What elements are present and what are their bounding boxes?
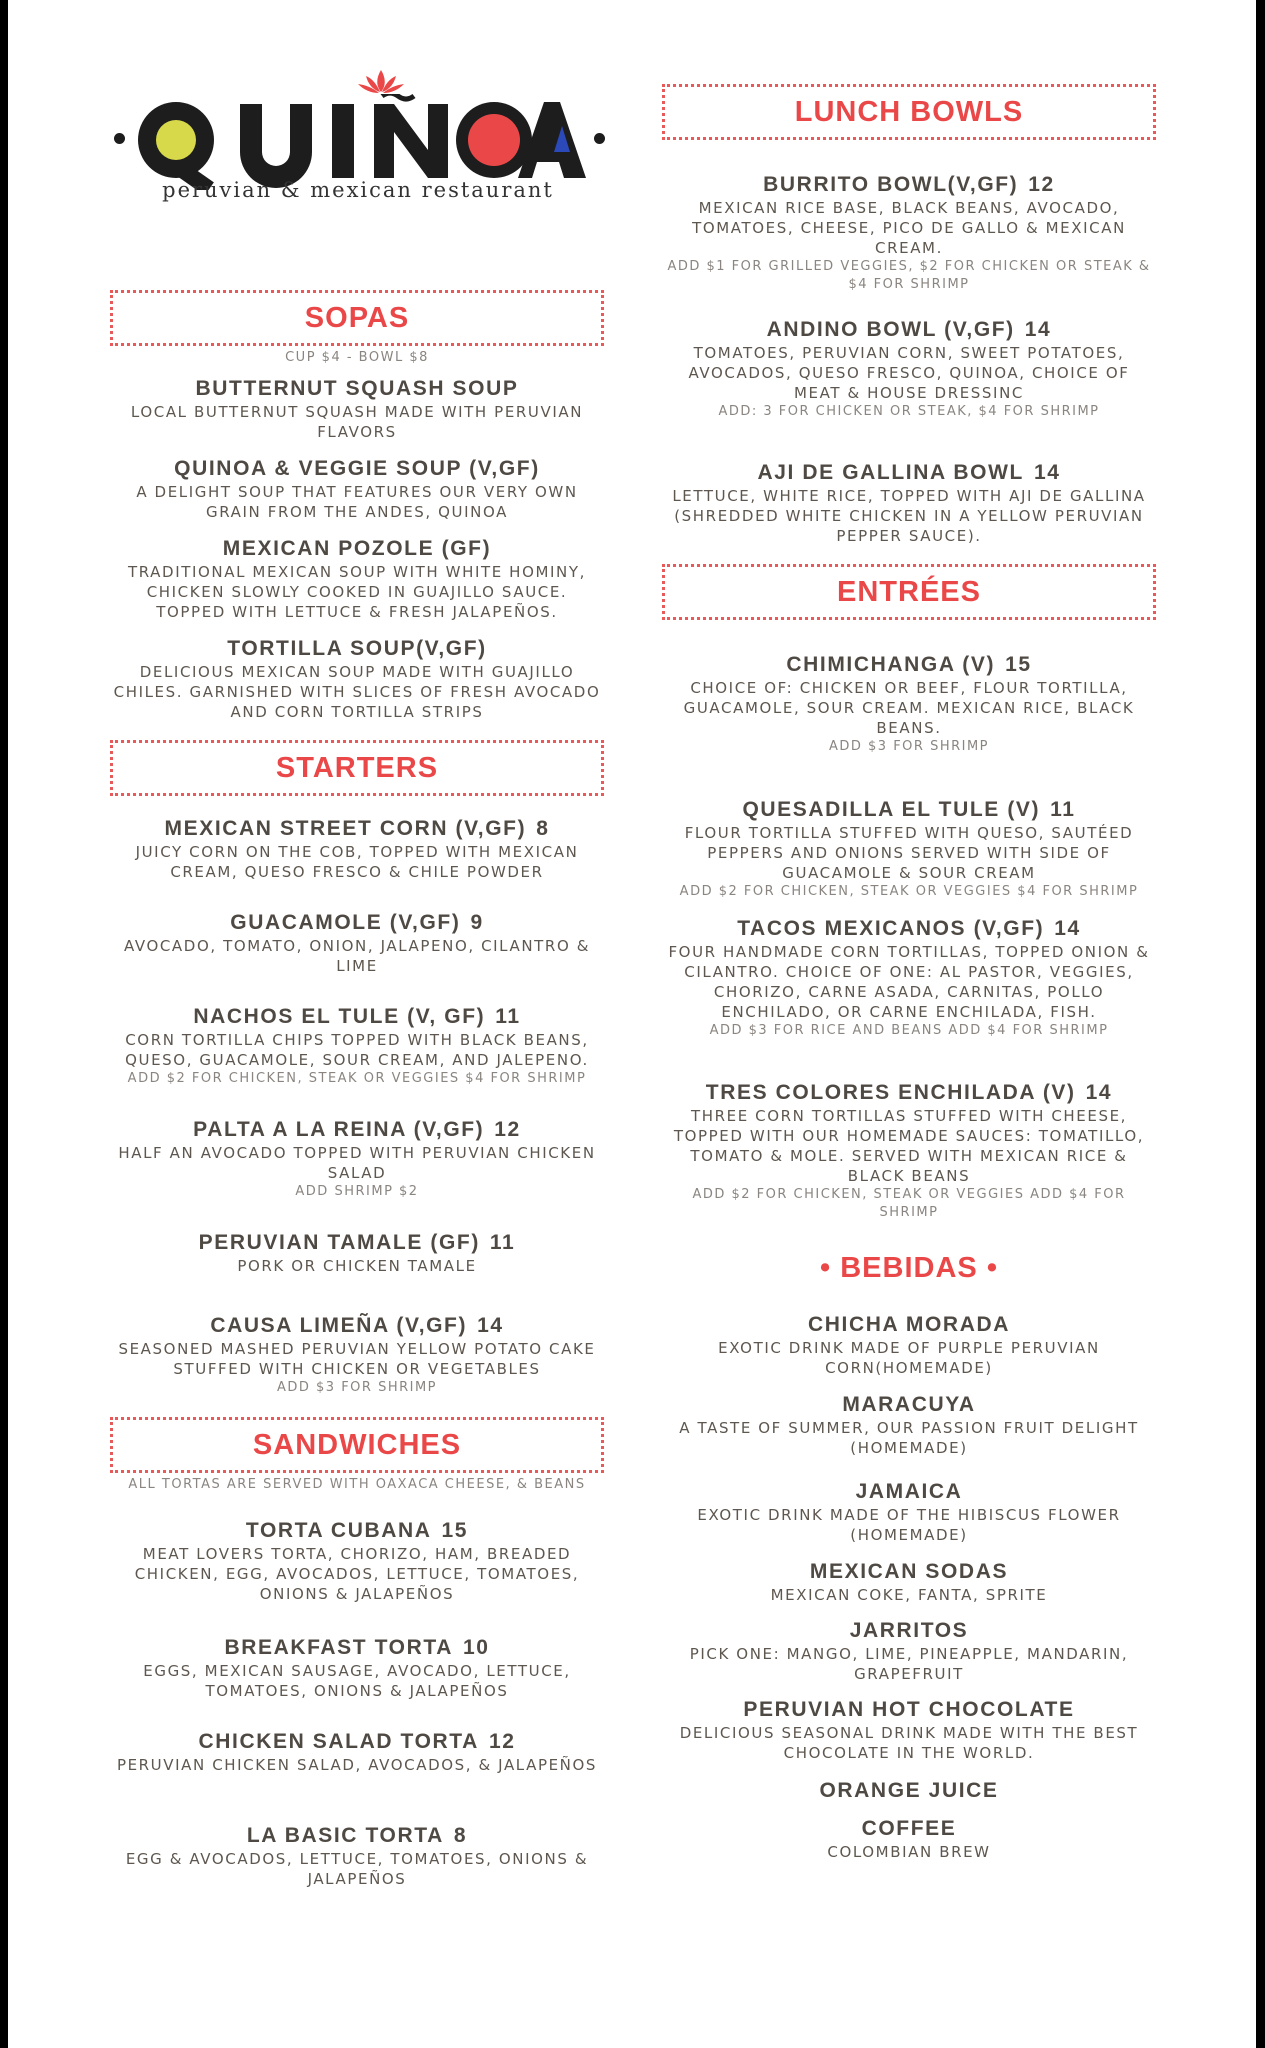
item-price: 10 — [463, 1636, 490, 1659]
section-title: STARTERS — [275, 751, 439, 784]
item-description: THREE CORN TORTILLAS STUFFED WITH CHEESE, TOPPED WITH OUR HOMEMADE SAUCES: TOMATILLO, TOMATO & MOLE. SERVED WITH MEXICAN RICE & BLACK BEANS — [673, 1107, 1145, 1185]
menu-item — [110, 1635, 604, 1701]
menu-item — [662, 1312, 1156, 1378]
menu-item — [662, 317, 1156, 421]
item-name: BUTTERNUT SQUASH SOUP — [195, 377, 519, 400]
item-description: MEXICAN COKE, FANTA, SPRITE — [770, 1586, 1048, 1604]
item-name: JARRITOS — [849, 1619, 969, 1642]
item-name: CAUSA LIMEÑA (V,GF) — [210, 1314, 468, 1337]
item-name: JAMAICA — [855, 1480, 963, 1503]
logo-dot-left — [114, 133, 125, 144]
section-sandwiches-header — [110, 1417, 604, 1473]
menu-item — [110, 376, 604, 442]
menu-item — [110, 1729, 604, 1775]
item-price: 8 — [536, 817, 550, 840]
item-addon: ADD SHRIMP $2 — [295, 1184, 419, 1199]
section-starters-header — [110, 740, 604, 796]
item-name: NACHOS EL TULE (V, GF) — [193, 1005, 486, 1028]
logo-letter-o — [456, 102, 532, 178]
restaurant-subtitle: peruvian & mexican restaurant — [162, 178, 554, 202]
section-bebidas-header: • BEBIDAS • — [820, 1252, 998, 1284]
item-description: EXOTIC DRINK MADE OF PURPLE PERUVIAN CORN(HOMEMADE) — [718, 1339, 1100, 1377]
logo-letter-i — [332, 104, 354, 178]
item-price: 15 — [1005, 653, 1032, 676]
item-price: 14 — [477, 1314, 504, 1337]
item-description: TOMATOES, PERUVIAN CORN, SWEET POTATOES, AVOCADOS, QUESO FRESCO, QUINOA, CHOICE OF MEAT & HOUSE DRESSINC — [688, 344, 1130, 402]
item-name: CHICHA MORADA — [807, 1313, 1010, 1336]
section-sopas-header — [110, 290, 604, 346]
menu-item — [662, 172, 1156, 294]
item-description: A TASTE OF SUMMER, OUR PASSION FRUIT DELIGHT (HOMEMADE) — [679, 1419, 1139, 1457]
item-name: TRES COLORES ENCHILADA (V) — [705, 1081, 1076, 1104]
item-name: BURRITO BOWL(V,GF) — [763, 173, 1019, 196]
item-name: GUACAMOLE (V,GF) — [230, 911, 461, 934]
item-name: QUESADILLA EL TULE (V) — [742, 798, 1041, 821]
item-name: LA BASIC TORTA — [246, 1824, 444, 1847]
logo-wordmark — [128, 94, 588, 190]
item-price: 14 — [1024, 318, 1052, 341]
item-description: AVOCADO, TOMATO, ONION, JALAPENO, CILANTRO & LIME — [123, 937, 591, 975]
logo-letter-q — [138, 102, 214, 190]
item-name: MEXICAN POZOLE (GF) — [222, 537, 492, 560]
item-description: LETTUCE, WHITE RICE, TOPPED WITH AJI DE GALLINA (SHREDDED WHITE CHICKEN IN A YELLOW PERUVIAN PEPPER SAUCE). — [672, 487, 1146, 545]
menu-item — [110, 910, 604, 976]
restaurant-logo — [108, 62, 608, 212]
item-price: 11 — [1050, 798, 1076, 821]
item-addon: ADD $3 FOR RICE AND BEANS ADD $4 FOR SHRIMP — [709, 1023, 1109, 1038]
section-title: ENTRÉES — [837, 575, 981, 608]
menu-item — [662, 1697, 1156, 1763]
item-price: 15 — [441, 1519, 469, 1542]
item-description: FLOUR TORTILLA STUFFED WITH QUESO, SAUTÉED PEPPERS AND ONIONS SERVED WITH SIDE OF GUACAMOLE & SOUR CREAM — [684, 824, 1134, 882]
item-addon: ADD $2 FOR CHICKEN, STEAK OR VEGGIES ADD $4 FOR SHRIMP — [692, 1187, 1126, 1220]
item-price: 11 — [489, 1231, 516, 1254]
menu-item — [110, 1230, 604, 1276]
item-name: AJI DE GALLINA BOWL — [757, 461, 1024, 484]
item-name: PALTA A LA REINA (V,GF) — [193, 1118, 485, 1141]
sopas-note: CUP $4 - BOWL $8 — [285, 350, 429, 365]
menu-item — [662, 1392, 1156, 1458]
item-name: MARACUYA — [842, 1393, 976, 1416]
item-description: CHOICE OF: CHICKEN OR BEEF, FLOUR TORTILLA, GUACAMOLE, SOUR CREAM. MEXICAN RICE, BLACK BEANS. — [683, 679, 1135, 737]
item-name: TORTILLA SOUP(V,GF) — [227, 637, 487, 660]
item-description: COLOMBIAN BREW — [827, 1843, 991, 1861]
menu-item — [662, 652, 1156, 756]
item-price: 11 — [495, 1005, 521, 1028]
item-addon: ADD $2 FOR CHICKEN, STEAK OR VEGGIES $4 FOR SHRIMP — [127, 1071, 587, 1086]
item-description: PICK ONE: MANGO, LIME, PINEAPPLE, MANDARIN, GRAPEFRUIT — [689, 1645, 1129, 1683]
menu-item — [662, 1816, 1156, 1862]
item-description: DELICIOUS SEASONAL DRINK MADE WITH THE BEST CHOCOLATE IN THE WORLD. — [679, 1724, 1139, 1762]
item-name: PERUVIAN HOT CHOCOLATE — [743, 1698, 1075, 1721]
item-name: QUINOA & VEGGIE SOUP (V,GF) — [174, 457, 540, 480]
item-description: EGG & AVOCADOS, LETTUCE, TOMATOES, ONIONS & JALAPEÑOS — [125, 1850, 589, 1888]
lotus-icon — [356, 68, 406, 96]
item-name: TACOS MEXICANOS (V,GF) — [737, 917, 1045, 940]
item-price: 14 — [1054, 917, 1081, 940]
menu-item — [110, 1117, 604, 1201]
item-description: PERUVIAN CHICKEN SALAD, AVOCADOS, & JALAPEÑOS — [116, 1756, 598, 1774]
logo-letter-n-tilde — [374, 94, 448, 178]
item-addon: ADD $1 FOR GRILLED VEGGIES, $2 FOR CHICKEN OR STEAK & $4 FOR SHRIMP — [667, 259, 1151, 292]
menu-item — [110, 1313, 604, 1397]
item-description: EXOTIC DRINK MADE OF THE HIBISCUS FLOWER (HOMEMADE) — [697, 1506, 1121, 1544]
menu-item — [110, 1004, 604, 1088]
section-lunch-bowls-header — [662, 84, 1156, 140]
item-description: DELICIOUS MEXICAN SOUP MADE WITH GUAJILLO CHILES. GARNISHED WITH SLICES OF FRESH AVOCADO AND CORN TORTILLA STRIPS — [113, 663, 601, 721]
menu-item — [662, 1778, 1156, 1804]
menu-item — [662, 916, 1156, 1040]
sandwiches-note: ALL TORTAS ARE SERVED WITH OAXACA CHEESE, & BEANS — [128, 1477, 586, 1492]
item-description: TRADITIONAL MEXICAN SOUP WITH WHITE HOMINY, CHICKEN SLOWLY COOKED IN GUAJILLO SAUCE. TOPPED WITH LETTUCE & FRESH JALAPEÑOS. — [128, 563, 586, 621]
item-description: EGGS, MEXICAN SAUSAGE, AVOCADO, LETTUCE, TOMATOES, ONIONS & JALAPEÑOS — [143, 1662, 571, 1700]
item-addon: ADD $3 FOR SHRIMP — [828, 739, 990, 754]
menu-item — [662, 1080, 1156, 1222]
menu-item — [110, 636, 604, 722]
menu-item — [110, 1518, 604, 1604]
item-addon: ADD $3 FOR SHRIMP — [276, 1380, 438, 1395]
menu-page — [8, 0, 1256, 2048]
menu-item — [110, 536, 604, 622]
item-price: 12 — [488, 1730, 516, 1753]
item-description: LOCAL BUTTERNUT SQUASH MADE WITH PERUVIAN FLAVORS — [130, 403, 584, 441]
item-price: 12 — [494, 1118, 521, 1141]
logo-letter-u — [240, 104, 312, 188]
section-entrees-header — [662, 564, 1156, 620]
item-price: 9 — [470, 911, 484, 934]
item-name: TORTA CUBANA — [245, 1519, 432, 1542]
item-price: 14 — [1033, 461, 1061, 484]
item-addon: ADD $2 FOR CHICKEN, STEAK OR VEGGIES $4 FOR SHRIMP — [679, 884, 1139, 899]
menu-item — [662, 460, 1156, 546]
section-title: SOPAS — [304, 301, 410, 334]
item-description: MEXICAN RICE BASE, BLACK BEANS, AVOCADO, TOMATOES, CHEESE, PICO DE GALLO & MEXICAN CREAM. — [692, 199, 1126, 257]
item-name: PERUVIAN TAMALE (GF) — [198, 1231, 480, 1254]
section-title: LUNCH BOWLS — [794, 95, 1024, 128]
item-description: SEASONED MASHED PERUVIAN YELLOW POTATO CAKE STUFFED WITH CHICKEN OR VEGETABLES — [118, 1340, 596, 1378]
item-price: 8 — [453, 1824, 468, 1847]
item-price: 12 — [1028, 173, 1055, 196]
item-description: JUICY CORN ON THE COB, TOPPED WITH MEXICAN CREAM, QUESO FRESCO & CHILE POWDER — [135, 843, 579, 881]
item-name: CHIMICHANGA (V) — [786, 653, 996, 676]
logo-dot-right — [594, 133, 605, 144]
menu-item — [110, 1823, 604, 1889]
section-title: SANDWICHES — [252, 1428, 462, 1461]
menu-item — [110, 456, 604, 522]
item-name: ANDINO BOWL (V,GF) — [766, 318, 1015, 341]
menu-item — [662, 1618, 1156, 1684]
menu-item — [662, 797, 1156, 901]
item-description: FOUR HANDMADE CORN TORTILLAS, TOPPED ONION & CILANTRO. CHOICE OF ONE: AL PASTOR, VEGGIES, CHORIZO, CARNE ASADA, CARNITAS, POLLO ENCHILADO, OR CARNE ENCHILADA, FISH. — [668, 943, 1150, 1021]
item-name: MEXICAN STREET CORN (V,GF) — [164, 817, 527, 840]
item-name: MEXICAN SODAS — [809, 1560, 1009, 1583]
item-description: MEAT LOVERS TORTA, CHORIZO, HAM, BREADED CHICKEN, EGG, AVOCADOS, LETTUCE, TOMATOES, ONIONS & JALAPEÑOS — [134, 1545, 580, 1603]
item-description: HALF AN AVOCADO TOPPED WITH PERUVIAN CHICKEN SALAD — [118, 1144, 596, 1182]
item-description: CORN TORTILLA CHIPS TOPPED WITH BLACK BEANS, QUESO, GUACAMOLE, SOUR CREAM, AND JALEPENO. — [125, 1031, 589, 1069]
item-name: ORANGE JUICE — [819, 1779, 999, 1802]
item-addon: ADD: 3 FOR CHICKEN OR STEAK, $4 FOR SHRIMP — [718, 404, 1100, 419]
item-name: BREAKFAST TORTA — [224, 1636, 453, 1659]
item-price: 14 — [1085, 1081, 1113, 1104]
menu-item — [110, 816, 604, 882]
item-description: PORK OR CHICKEN TAMALE — [237, 1257, 477, 1275]
menu-item — [662, 1479, 1156, 1545]
item-description: A DELIGHT SOUP THAT FEATURES OUR VERY OWN GRAIN FROM THE ANDES, QUINOA — [136, 483, 578, 521]
item-name: CHICKEN SALAD TORTA — [198, 1730, 479, 1753]
menu-item — [662, 1559, 1156, 1605]
item-name: COFFEE — [861, 1817, 957, 1840]
